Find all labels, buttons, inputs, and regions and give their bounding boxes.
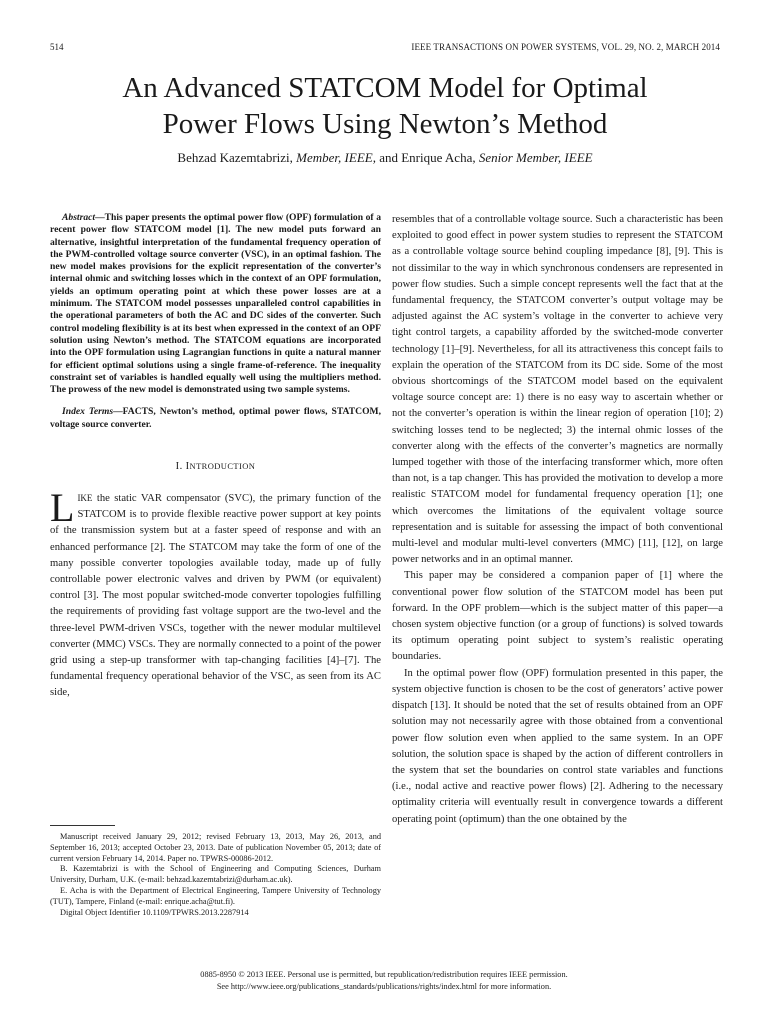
footnote-manuscript: Manuscript received January 29, 2012; revised February 13, 2013, May 26, 2013, and September 16, 2013; accepted October 23, 2013. Date of publication November 05, 2013; date of current version February 14, 2014. Paper no. TPWRS-00086-2012. bbox=[50, 832, 381, 863]
left-column bbox=[50, 212, 381, 702]
paper-title bbox=[40, 70, 730, 142]
index-terms-label: Index Terms bbox=[62, 406, 114, 418]
abstract bbox=[50, 212, 381, 396]
author-conjunction: and bbox=[379, 150, 398, 165]
copyright-footer bbox=[0, 969, 768, 993]
section-title-rest: NTRODUCTION bbox=[189, 461, 256, 472]
intro-paragraph-1-continued: resembles that of a controllable voltage source. Such a characteristic has been exploited to good effect in power system studies to represent the STATCOM as a controllable voltage source behind coupling impedance [8], [9]. This is not dissimilar to the way in which synchronous condensers are represented in power flow studies. Such a simple concept represents well the fact that at the fundamental frequency, the STATCOM converter’s output voltage may be adjusted against the AC system’s voltage in the converter to achieve very tight control targets, a capability afforded by the switched-mode converter technology [1]–[9]. Nevertheless, for all its attractiveness this concept fails to explain the operation of the STATCOM from its DC side. Some of the most obvious shortcomings of the STATCOM model based on the equivalent voltage source concept are: 1) there is no easy way to ascertain whether or not the converter’s operation is within the linear region of operation [10]; 2) switching losses tend to be neglected; 3) the internal ohmic losses of the converter along with the effects of the converter’s magnetics are normally lumped together with those of the interfacing transformer which, more often than not, is a tap changer. This has provided the motivation to develop a more realistic STATCOM model for fundamental frequency operation [1]; one which overcomes the limitations of the equivalent voltage source representation and is suitable for assessing the impact of both conventional multi-level and modular multi-level converters (MMC) [11], [12], on large power networks and in an optimal manner. bbox=[392, 214, 723, 566]
page-number: 514 bbox=[50, 42, 64, 52]
drop-cap: L bbox=[50, 485, 75, 531]
intro-paragraph-2: This paper may be considered a companion paper of [1] where the conventional power flow solution of the STATCOM model has been put forward. In the OPF problem—which is the subject matter of this paper—a chosen system objective function (or a group of functions) is solved towards its optimum operating point subject to system’s realistic operating boundaries. bbox=[392, 570, 723, 663]
intro-paragraph-1 bbox=[50, 485, 381, 702]
intro-paragraph-1-text: the static VAR compensator (SVC), the primary function of the STATCOM is to provide flexible reactive power support at key points of the transmission system but at a faster speed of response and with an enhanced performance [2]. The STATCOM may take the form of one of the many possible converter topologies available today, made up of fully controllable power electronic valves and driven by PWM (or equivalent) control [3]. The most popular switched-mode converter topologies fulfilling the requirements of providing fast voltage support are the two-level and the three-level PWM-driven VSCs, together with the newer modular multilevel converter (MMC) VSCs. They are normally connected to a point of the power grid using a step-up transformer with tap-changing facilities [4]–[7]. The fundamental frequency operational behavior of the VSC, as seen from its AC side, bbox=[50, 493, 381, 699]
index-terms-text: —FACTS, Newton’s method, optimal power flows, STATCOM, voltage source converter. bbox=[50, 406, 381, 430]
footnote-author-2: E. Acha is with the Department of Electrical Engineering, Tampere University of Technology (TUT), Tampere, Finland (e-mail: enrique.acha@tut.fi). bbox=[50, 885, 381, 906]
author-2-role: Senior Member, IEEE bbox=[478, 150, 593, 165]
section-heading bbox=[50, 461, 381, 472]
section-title-first: I bbox=[185, 461, 190, 473]
intro-paragraph-3: In the optimal power flow (OPF) formulation presented in this paper, the system objective function is chosen to be the cost of generators’ active power dispatch [13]. It should be noted that the set of results obtained from an OPF solution may not necessarily agree with those obtained from a conventional power flow solution even when applied to the same system. In an OPF solution, the solution space is shaped by the action of different controllers in the system that set the boundaries on control state variables and functions (i.e., nodal active and reactive power flows) [2]. Adhering to the necessary optimality criteria will eventually result in convergence towards a different operating point (optimum) than the one obtained by the bbox=[392, 667, 723, 825]
right-column bbox=[392, 212, 723, 828]
permissions-line: See http://www.ieee.org/publications_standards/publications/rights/index.html for more information. bbox=[216, 982, 552, 991]
journal-header: IEEE TRANSACTIONS ON POWER SYSTEMS, VOL. 29, NO. 2, MARCH 2014 bbox=[411, 42, 720, 52]
author-2-name: Enrique Acha, bbox=[401, 150, 476, 165]
abstract-text: —This paper presents the optimal power flow (OPF) formulation of a recent power flow STATCOM model [1]. The new model puts forward an alternative, insightful interpretation of the fundamental frequency operation of the PWM-controlled voltage source converter (VSC), in an optimal fashion. The new model makes provisions for the explicit representation of the converter’s internal ohmic and switching losses which in the context of an OPF formulation, yields an optimum operating point at which these power losses are at a minimum. The STATCOM model possesses unparalleled control capabilities in the operational parameters of both the AC and DC sides of the converter. Such control modeling flexibility is at its best when expressed in the context of an OPF solution using Newton’s method. The STATCOM equations are incorporated into the OPF formulation using Lagrangian functions in quite a natural manner for efficient optimal solutions using a single frame-of-reference. The inequality constraint set of variables is handled equally well using the multipliers method. The prowess of the new model is demonstrated using two sample systems. bbox=[50, 212, 381, 396]
section-numeral: I. bbox=[175, 461, 183, 473]
copyright-line: 0885-8950 © 2013 IEEE. Personal use is permitted, but republication/redistribution requires IEEE permission. bbox=[200, 970, 568, 979]
index-terms bbox=[50, 406, 381, 431]
footnote-rule bbox=[50, 825, 115, 826]
first-word-rest: IKE bbox=[77, 493, 93, 504]
title-line-2: Power Flows Using Newton’s Method bbox=[162, 108, 608, 140]
footnote-author-1: B. Kazemtabrizi is with the School of Engineering and Computing Sciences, Durham University, Durham, U.K. (e-mail: behzad.kazemtabrizi@durham.ac.uk). bbox=[50, 864, 381, 885]
author-1-name: Behzad Kazemtabrizi, bbox=[177, 150, 293, 165]
author-1-role: Member, IEEE, bbox=[296, 150, 376, 165]
footnotes bbox=[50, 832, 381, 918]
footnote-doi: Digital Object Identifier 10.1109/TPWRS.2013.2287914 bbox=[60, 907, 249, 917]
abstract-label: Abstract bbox=[62, 212, 96, 223]
author-line bbox=[40, 150, 730, 166]
title-line-1: An Advanced STATCOM Model for Optimal bbox=[122, 72, 648, 104]
